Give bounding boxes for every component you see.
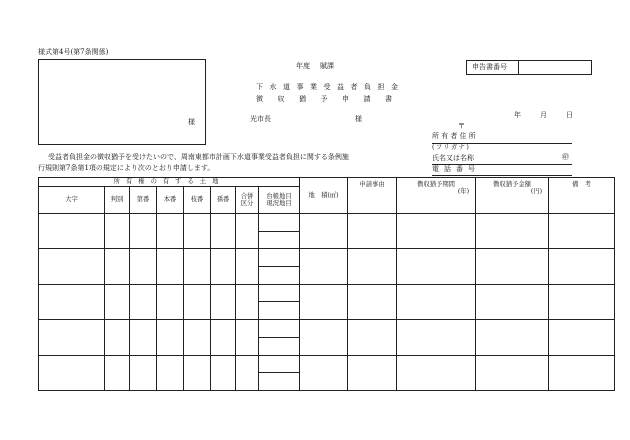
col-chimoku	[259, 187, 300, 214]
land-cell[interactable]	[39, 249, 105, 284]
application-number-label: 申告書番号	[472, 63, 507, 71]
mayor-label: 光市長	[250, 115, 271, 123]
col-amount-label: 徴収猶予金額	[493, 181, 531, 188]
addressee-suffix: 様	[188, 118, 195, 126]
land-cell-chimoku[interactable]	[259, 355, 300, 373]
land-cell[interactable]	[39, 214, 105, 249]
owner-address-label: 所有者住所	[432, 132, 478, 140]
levy-type-label: 賦課	[320, 62, 334, 70]
land-cell[interactable]	[39, 355, 105, 390]
col-chimoku-line1: 台帳地目	[266, 192, 292, 200]
land-cell[interactable]	[39, 320, 105, 355]
land-cell[interactable]	[300, 249, 348, 284]
land-cell-chimoku[interactable]	[259, 373, 300, 391]
land-cell[interactable]	[476, 249, 549, 284]
land-cell[interactable]	[184, 320, 211, 355]
land-cell[interactable]	[184, 214, 211, 249]
land-cell[interactable]	[184, 249, 211, 284]
land-cell-chimoku[interactable]	[259, 231, 300, 249]
land-cell[interactable]	[549, 355, 615, 390]
land-row	[39, 355, 615, 373]
form-number: 様式第4号(第7条関係)	[38, 48, 109, 56]
land-cell[interactable]	[549, 284, 615, 319]
body-line-2: 行規則第7条第1項の規定により次のとおり申請します。	[38, 164, 215, 172]
title-line-1: 下水道事業受益者負担金	[256, 83, 405, 91]
land-cell[interactable]	[236, 214, 259, 249]
land-cell[interactable]	[300, 355, 348, 390]
land-cell[interactable]	[211, 284, 236, 319]
land-cell[interactable]	[476, 355, 549, 390]
title-line-2	[256, 95, 407, 103]
land-cell[interactable]	[105, 355, 130, 390]
title-line-2-text: 徴収猶予申請書	[256, 95, 407, 103]
land-row	[39, 284, 615, 302]
name-label: 氏名又は名称	[432, 154, 474, 162]
land-cell[interactable]	[236, 320, 259, 355]
land-cell-chimoku[interactable]	[259, 284, 300, 302]
land-cell[interactable]	[105, 320, 130, 355]
seal-icon: ㊞	[562, 153, 569, 161]
land-cell-chimoku[interactable]	[259, 320, 300, 338]
col-oaza: 大字	[39, 187, 105, 214]
land-cell[interactable]	[476, 320, 549, 355]
land-cell[interactable]	[157, 320, 184, 355]
col-honban: 本番	[157, 187, 184, 214]
phone-line[interactable]	[432, 175, 572, 176]
addressee-box[interactable]	[38, 59, 206, 145]
land-cell[interactable]	[300, 214, 348, 249]
land-cell[interactable]	[348, 214, 397, 249]
land-cell[interactable]	[105, 214, 130, 249]
land-cell[interactable]	[130, 214, 157, 249]
col-reason: 申請事由	[348, 178, 397, 214]
body-line-1: 受益者負担金の徴収猶予を受けたいので、周南東都市計画下水道事業受益者負担に関する条例施	[48, 153, 349, 161]
land-cell[interactable]	[157, 249, 184, 284]
land-cell-chimoku[interactable]	[259, 249, 300, 267]
land-cell[interactable]	[130, 284, 157, 319]
col-chimoku-line2: 現況地目	[266, 200, 292, 207]
land-cell[interactable]	[348, 355, 397, 390]
land-table	[38, 177, 615, 391]
land-cell[interactable]	[130, 355, 157, 390]
land-cell[interactable]	[236, 355, 259, 390]
land-cell-chimoku[interactable]	[259, 302, 300, 320]
col-daiban: 第番	[130, 187, 157, 214]
land-cell[interactable]	[397, 320, 476, 355]
land-cell[interactable]	[397, 214, 476, 249]
land-cell[interactable]	[236, 249, 259, 284]
date-year-label: 年	[514, 111, 521, 119]
land-cell[interactable]	[236, 284, 259, 319]
land-cell[interactable]	[348, 249, 397, 284]
land-cell-chimoku[interactable]	[259, 267, 300, 285]
land-cell[interactable]	[348, 320, 397, 355]
land-cell[interactable]	[105, 284, 130, 319]
land-cell[interactable]	[130, 249, 157, 284]
land-cell[interactable]	[184, 284, 211, 319]
land-row	[39, 249, 615, 267]
land-cell[interactable]	[549, 320, 615, 355]
col-gappei-line1: 合併	[240, 192, 254, 200]
col-area: 地 積(㎡)	[300, 178, 348, 214]
land-cell[interactable]	[211, 214, 236, 249]
col-remarks: 備 考	[549, 178, 615, 214]
land-cell-chimoku[interactable]	[259, 337, 300, 355]
land-cell[interactable]	[476, 214, 549, 249]
land-cell[interactable]	[39, 284, 105, 319]
land-row	[39, 320, 615, 338]
land-cell[interactable]	[105, 249, 130, 284]
col-period-unit: (年)	[457, 188, 470, 196]
postal-mark: 〒	[458, 122, 465, 130]
date-day-label: 日	[566, 111, 573, 119]
col-gappei	[236, 187, 259, 214]
col-period-label: 徴収猶予期間	[417, 181, 455, 188]
land-cell[interactable]	[211, 355, 236, 390]
land-cell[interactable]	[184, 355, 211, 390]
application-number-field[interactable]	[520, 64, 588, 72]
col-gappei-line2: 区分	[240, 200, 254, 207]
land-cell[interactable]	[300, 320, 348, 355]
land-cell[interactable]	[211, 320, 236, 355]
land-cell[interactable]	[397, 355, 476, 390]
col-amount-unit: (円)	[530, 188, 543, 196]
col-amount	[476, 178, 549, 214]
land-cell[interactable]	[476, 284, 549, 319]
land-cell[interactable]	[211, 249, 236, 284]
land-cell[interactable]	[397, 249, 476, 284]
land-cell[interactable]	[549, 214, 615, 249]
land-cell[interactable]	[130, 320, 157, 355]
furigana-label: (フリガナ)	[432, 144, 471, 151]
col-edaban: 枝番	[184, 187, 211, 214]
owned-land-header: 所有権の有する土地	[39, 178, 300, 187]
land-cell[interactable]	[397, 284, 476, 319]
col-period	[397, 178, 476, 214]
land-cell[interactable]	[157, 214, 184, 249]
land-row	[39, 214, 615, 232]
mayor-suffix: 様	[355, 115, 362, 123]
land-cell[interactable]	[348, 284, 397, 319]
land-cell[interactable]	[157, 284, 184, 319]
land-cell[interactable]	[549, 249, 615, 284]
col-hanbetsu: 判別	[105, 187, 130, 214]
land-cell-chimoku[interactable]	[259, 214, 300, 232]
land-cell[interactable]	[300, 284, 348, 319]
col-magoban: 孫番	[211, 187, 236, 214]
fiscal-year-label: 年度	[296, 62, 310, 70]
date-month-label: 月	[540, 111, 547, 119]
phone-label: 電話番号	[432, 165, 480, 173]
land-cell[interactable]	[157, 355, 184, 390]
